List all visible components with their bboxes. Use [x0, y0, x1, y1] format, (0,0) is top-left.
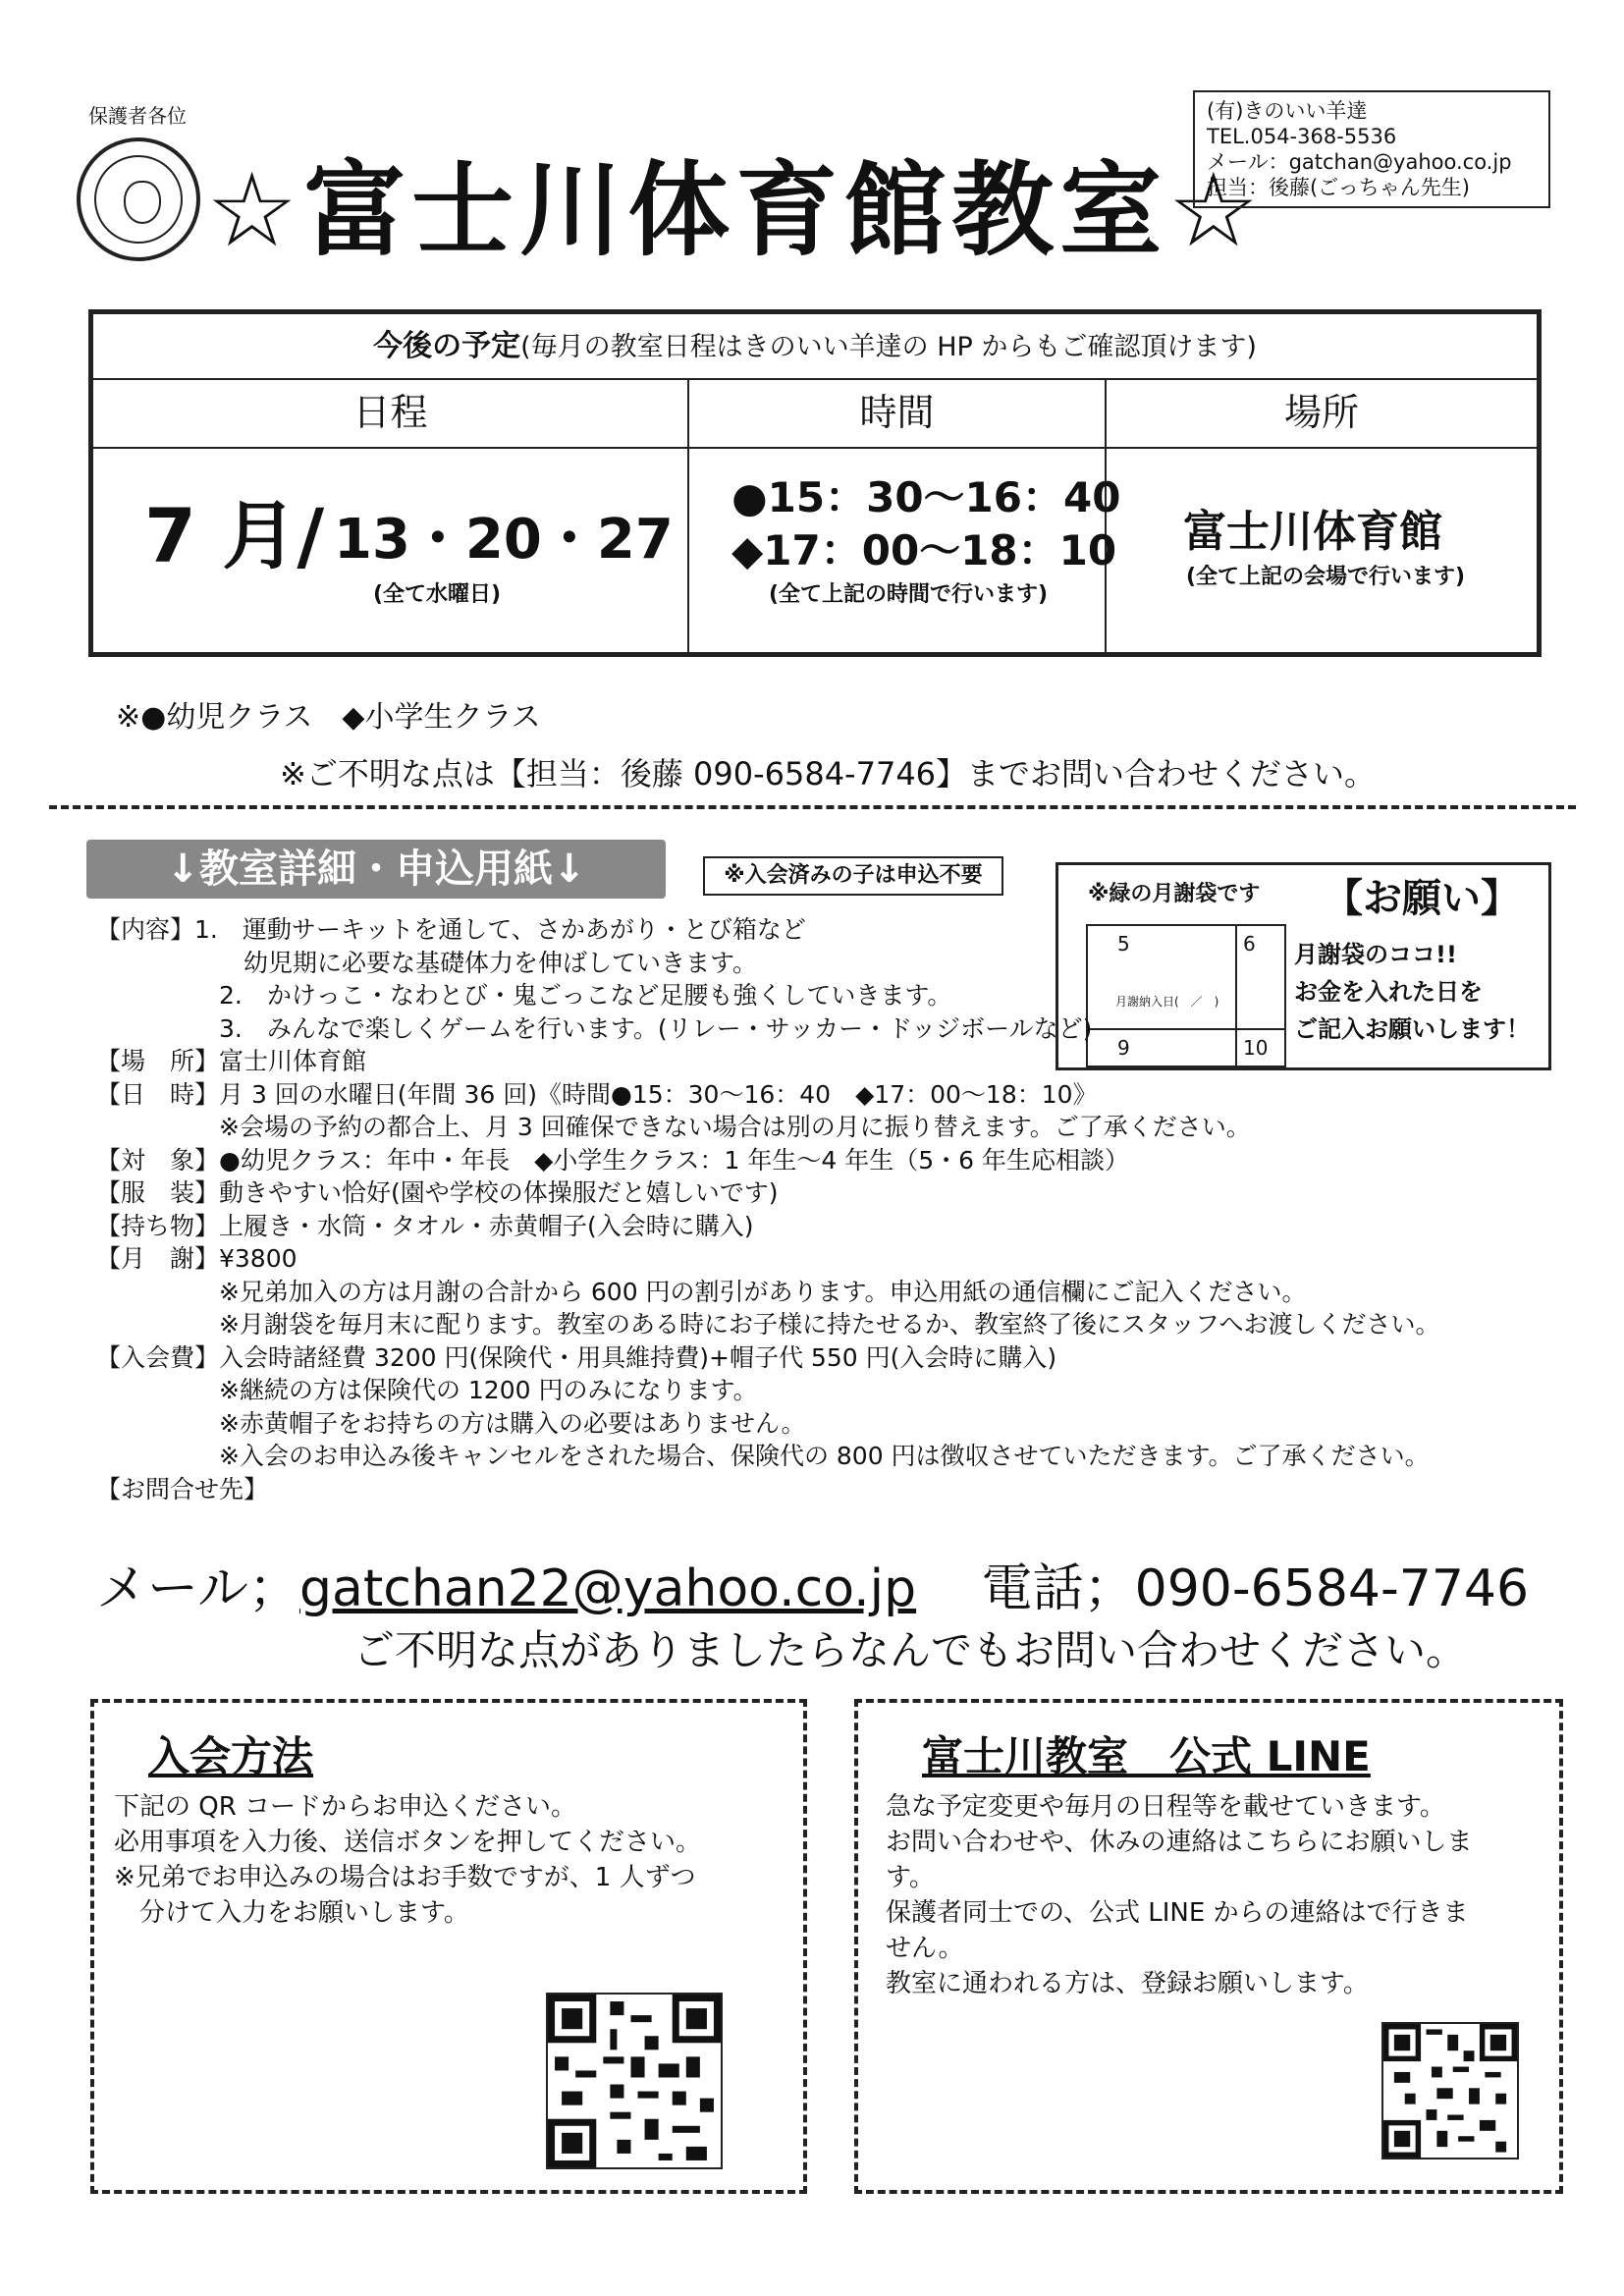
detail-line: 【持ち物】上履き・水筒・タオル・赤黄帽子(入会時に購入) — [96, 1211, 754, 1240]
bag-num-5: 5 — [1117, 932, 1130, 956]
contact-mail: メール：gatchan@yahoo.co.jp — [1207, 150, 1512, 174]
schedule-caption — [93, 314, 1537, 380]
detail-line: 【服 装】動きやすい恰好(園や学校の体操服だと嬉しいです) — [96, 1178, 779, 1207]
bag-request: 【お願い】 — [1324, 876, 1520, 921]
detail-line: ※会場の予約の都合上、月 3 回確保できない場合は別の月に振り替えます。ご了承ください。 — [96, 1113, 1251, 1141]
detail-line: 【場 所】富士川体育館 — [96, 1047, 367, 1075]
line-box — [854, 1699, 1563, 2194]
detail-line: ※赤黄帽子をお持ちの方は購入の必要はありません。 — [96, 1408, 806, 1438]
schedule-times — [731, 471, 1120, 577]
tel-number[interactable]: 090-6584-7746 — [1134, 1559, 1530, 1618]
bag-num-9: 9 — [1117, 1036, 1130, 1060]
header-place: 場所 — [1107, 378, 1537, 449]
detail-line: ※兄弟加入の方は月謝の合計から 600 円の割引があります。申込用紙の通信欄にご記入ください。 — [96, 1277, 1307, 1306]
header-time: 時間 — [689, 378, 1105, 449]
detail-line: 【内容】1. 運動サーキットを通して、さかあがり・とび箱など — [96, 915, 806, 944]
page-title: ☆富士川体育館教室☆ — [206, 150, 1266, 270]
details-title: ↓教室詳細・申込用紙↓ — [86, 840, 666, 899]
schedule-caption-note: (毎月の教室日程はきのいい羊達の HP からもご確認頂けます) — [520, 332, 1257, 362]
bag-num-10: 10 — [1243, 1036, 1269, 1060]
schedule-table — [88, 309, 1542, 657]
logo-inner-ring — [94, 155, 183, 244]
qr-pattern — [548, 1995, 721, 2167]
detail-line: 【お問合せ先】 — [96, 1474, 269, 1503]
line-text-line: 保護者同士での、公式 LINE からの連絡はで行きま — [886, 1898, 1469, 1928]
time-slot-kids: ●15：30〜16：40 — [731, 473, 1121, 521]
schedule-caption-title: 今後の予定 — [373, 329, 521, 363]
schedule-place: 富士川体育館 — [1183, 507, 1442, 557]
detail-line: 2. かけっこ・なわとび・鬼ごっこなど足腰も強くしていきます。 — [96, 981, 952, 1010]
detail-line: 【対 象】●幼児クラス：年中・年長 ◆小学生クラス：1 年生〜4 年生（5・6 年生応相談） — [96, 1145, 1130, 1175]
ask-note: ご不明な点がありましたらなんでもお問い合わせください。 — [353, 1626, 1468, 1674]
mail-label: メール； — [96, 1559, 299, 1618]
table-divider — [687, 378, 689, 653]
detail-line: ※継続の方は保険代の 1200 円のみになります。 — [96, 1376, 758, 1404]
bag-text-line: 月謝袋のココ!! — [1294, 941, 1457, 968]
bag-text-line: ご記入お願いします！ — [1294, 1015, 1530, 1043]
time-slot-elementary: ◆17：00〜18：10 — [731, 526, 1117, 574]
inquiry-note: ※ご不明な点は【担当：後藤 090-6584-7746】までお問い合わせください。 — [280, 755, 1377, 793]
schedule-month: 7 月/ — [144, 492, 325, 579]
line-text-line: せん。 — [886, 1934, 964, 1963]
join-qr-code[interactable] — [546, 1993, 723, 2169]
mail-link[interactable]: gatchan22@yahoo.co.jp — [298, 1559, 917, 1618]
bag-date-slot: 月謝納入日( ／ ) — [1115, 995, 1219, 1009]
recipient-label: 保護者各位 — [88, 104, 187, 128]
line-text-line: お問い合わせや、休みの連絡はこちらにお願いしま — [886, 1828, 1473, 1857]
detail-line: ※月謝袋を毎月末に配ります。教室のある時にお子様に持たせるか、教室終了後にスタッフへお渡しください。 — [96, 1310, 1440, 1339]
detail-line: 【入会費】入会時諸経費 3200 円(保険代・用具維持費)+帽子代 550 円(入会時に購入) — [96, 1342, 1057, 1372]
bag-label: ※緑の月謝袋です — [1088, 882, 1261, 906]
join-text-line: ※兄弟でお申込みの場合はお手数ですが、1 人ずつ — [114, 1863, 696, 1892]
detail-line: 幼児期に必要な基礎体力を伸ばしていきます。 — [96, 948, 758, 977]
bag-num-6: 6 — [1243, 932, 1256, 956]
join-text-line: 分けて入力をお願いします。 — [114, 1898, 469, 1928]
qr-pattern — [1383, 2024, 1517, 2158]
class-legend: ※●幼児クラス ◆小学生クラス — [116, 700, 541, 735]
contact-person: 担当：後藤(ごっちゃん先生) — [1207, 176, 1470, 199]
header-date: 日程 — [93, 378, 687, 449]
detail-line: 【月 謝】¥3800 — [96, 1244, 298, 1273]
line-title: 富士川教室 公式 LINE — [922, 1732, 1371, 1780]
line-text-line: 急な予定変更や毎月の日程等を載せていきます。 — [886, 1792, 1445, 1822]
detail-line: 【日 時】月 3 回の水曜日(年間 36 回)《時間●15：30〜16：40 ◆17：00〜18：10》 — [96, 1079, 1098, 1109]
logo — [77, 137, 200, 261]
line-text-line: す。 — [886, 1863, 935, 1892]
contact-tel: TEL.054-368-5536 — [1207, 125, 1397, 148]
contact-box — [1193, 90, 1550, 208]
join-title: 入会方法 — [148, 1732, 314, 1780]
detail-line: 3. みんなで楽しくゲームを行います。(リレー・サッカー・ドッジボールなど) — [96, 1013, 1093, 1043]
join-text — [114, 1789, 701, 1931]
contact-company: (有)きのいい羊達 — [1207, 99, 1368, 123]
sheep-face-icon — [124, 181, 161, 224]
tel-label: 電話； — [981, 1559, 1135, 1618]
line-text-line: 教室に通われる方は、登録お願いします。 — [886, 1969, 1369, 1998]
schedule-dates: 13・20・27 — [334, 508, 674, 572]
line-text — [886, 1789, 1472, 2001]
bag-text-line: お金を入れた日を — [1294, 978, 1483, 1006]
no-need-note: ※入会済みの子は申込不要 — [703, 856, 1003, 896]
details-list — [96, 913, 1439, 1505]
contact-line — [96, 1547, 1529, 1620]
detail-line: ※入会のお申込み後キャンセルをされた場合、保険代の 800 円は徴収させていただきます。ご了承ください。 — [96, 1442, 1430, 1470]
dates-note: (全て水曜日) — [372, 582, 502, 607]
cut-line — [49, 805, 1576, 809]
place-note: (全て上記の会場で行います) — [1185, 565, 1466, 589]
join-box — [90, 1699, 807, 2194]
line-qr-code[interactable] — [1381, 2022, 1519, 2159]
join-text-line: 下記の QR コードからお申込ください。 — [114, 1792, 577, 1822]
times-note: (全て上記の時間で行います) — [768, 582, 1049, 607]
join-text-line: 必用事項を入力後、送信ボタンを押してください。 — [114, 1828, 702, 1857]
